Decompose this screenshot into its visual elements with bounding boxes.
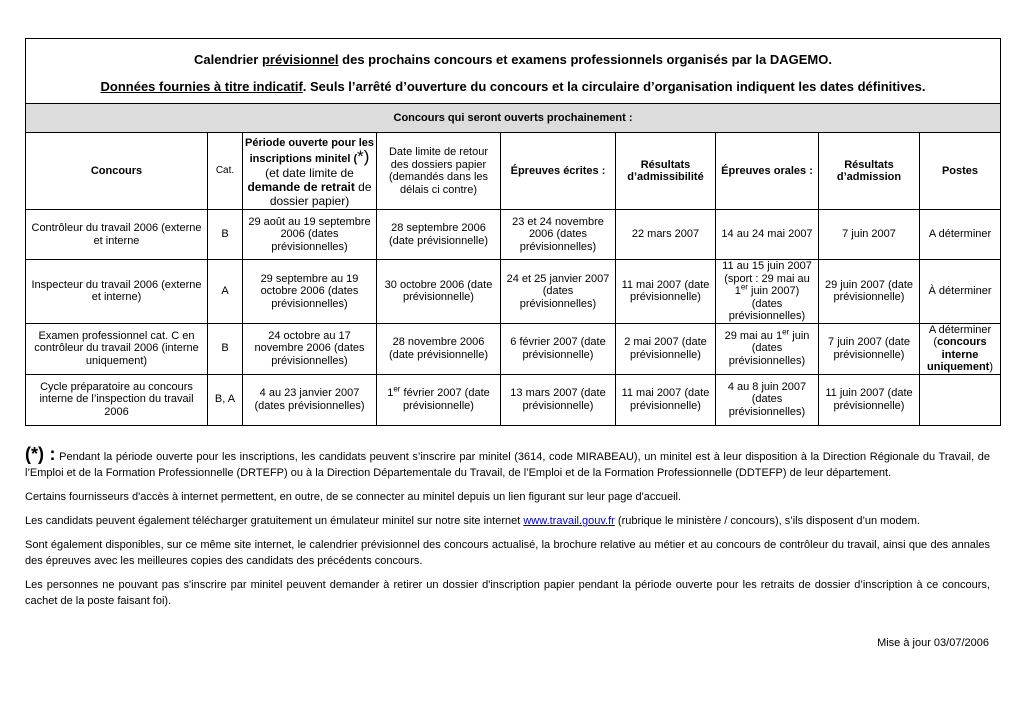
table-row	[26, 260, 1001, 324]
note-paragraph: (*) : Pendant la période ouverte pour les inscriptions, les candidats peuvent s’inscrire par minitel (3614, code MIRABEAU), un minitel est à leur disposition à la Direction Régionale du Travail, de l’Emploi et de la Formation Professionnelle (DRTEFP) ou à la Direction Départementale du Travail, de l’Emploi et de la Formation Professionnelle (DDTEFP) de leur département.	[25, 444, 990, 479]
cell-concours: Cycle préparatoire au concours interne de l’inspection du travail 2006	[26, 374, 208, 425]
cell-cat: B	[208, 323, 243, 374]
cell-cat: B, A	[208, 374, 243, 425]
cell-date-limite: 1er février 2007 (date prévisionnelle)	[377, 374, 501, 425]
col-date-limite: Date limite de retour des dossiers papier (demandés dans les délais ci contre)	[377, 133, 501, 210]
col-ecrites: Épreuves écrites :	[501, 133, 616, 210]
col-resultats-admissibilite: Résultats d’admissibilité	[616, 133, 716, 210]
col-resultats-admission: Résultats d’admission	[819, 133, 920, 210]
cell-ecrites: 13 mars 2007 (date prévisionnelle)	[501, 374, 616, 425]
cell-concours: Examen professionnel cat. C en contrôleur du travail 2006 (interne uniquement)	[26, 323, 208, 374]
table-row	[26, 374, 1001, 425]
cell-resultats-admissibilite: 2 mai 2007 (date prévisionnelle)	[616, 323, 716, 374]
column-header-row	[26, 133, 1001, 210]
notes-section	[25, 446, 990, 617]
table-row	[26, 210, 1001, 260]
header-line-1: Calendrier prévisionnel des prochains concours et examens professionnels organisés par la DAGEMO.	[194, 51, 832, 67]
cell-ecrites: 23 et 24 novembre 2006 (dates prévisionnelles)	[501, 210, 616, 260]
note-star: (*) :	[25, 444, 56, 464]
cell-periode: 24 octobre au 17 novembre 2006 (dates prévisionnelles)	[243, 323, 377, 374]
cell-resultats-admissibilite: 11 mai 2007 (date prévisionnelle)	[616, 260, 716, 324]
cell-orales: 4 au 8 juin 2007 (dates prévisionnelles)	[716, 374, 819, 425]
cell-orales: 14 au 24 mai 2007	[716, 210, 819, 260]
cell-ecrites: 24 et 25 janvier 2007 (dates prévisionnelles)	[501, 260, 616, 324]
col-cat: Cat.	[208, 133, 243, 210]
col-orales: Épreuves orales :	[716, 133, 819, 210]
cell-resultats-admission: 29 juin 2007 (date prévisionnelle)	[819, 260, 920, 324]
update-date: Mise à jour 03/07/2006	[877, 637, 989, 649]
calendar-table	[25, 38, 1001, 426]
cell-postes: A déterminer (concours interne uniquement)	[920, 323, 1001, 374]
col-postes: Postes	[920, 133, 1001, 210]
calendar-sheet	[25, 38, 1000, 426]
cell-periode: 29 août au 19 septembre 2006 (dates prévisionnelles)	[243, 210, 377, 260]
cell-resultats-admission: 11 juin 2007 (date prévisionnelle)	[819, 374, 920, 425]
note-paragraph: Les personnes ne pouvant pas s'inscrire par minitel peuvent demander à retirer un dossier d'inscription papier pendant la période ouverte pour les retraits de dossier d’inscription à ce concours, cachet de la poste faisant foi).	[25, 579, 990, 607]
cell-orales: 29 mai au 1er juin (dates prévisionnelles)	[716, 323, 819, 374]
note-paragraph: Certains fournisseurs d'accès à internet permettent, en outre, de se connecter au minitel depuis un lien figurant sur leur page d'accueil.	[25, 491, 682, 503]
cell-periode: 29 septembre au 19 octobre 2006 (dates prévisionnelles)	[243, 260, 377, 324]
cell-resultats-admission: 7 juin 2007 (date prévisionnelle)	[819, 323, 920, 374]
table-row	[26, 323, 1001, 374]
cell-date-limite: 30 octobre 2006 (date prévisionnelle)	[377, 260, 501, 324]
header-line-2: Données fournies à titre indicatif. Seuls l’arrêté d’ouverture du concours et la circulaire d’organisation indiquent les dates définitives.	[100, 78, 926, 94]
cell-postes	[920, 374, 1001, 425]
cell-ecrites: 6 février 2007 (date prévisionnelle)	[501, 323, 616, 374]
cell-orales: 11 au 15 juin 2007 (sport : 29 mai au 1er juin 2007) (dates prévisionnelles)	[716, 260, 819, 324]
document-header	[26, 39, 1001, 104]
cell-date-limite: 28 novembre 2006 (date prévisionnelle)	[377, 323, 501, 374]
cell-date-limite: 28 septembre 2006 (date prévisionnelle)	[377, 210, 501, 260]
cell-cat: A	[208, 260, 243, 324]
travail-site-link[interactable]: www.travail.gouv.fr	[523, 515, 615, 527]
cell-resultats-admission: 7 juin 2007	[819, 210, 920, 260]
col-concours: Concours	[26, 133, 208, 210]
cell-concours: Inspecteur du travail 2006 (externe et interne)	[26, 260, 208, 324]
cell-postes: A déterminer	[920, 210, 1001, 260]
cell-concours: Contrôleur du travail 2006 (externe et interne	[26, 210, 208, 260]
note-paragraph: Sont également disponibles, sur ce même site internet, le calendrier prévisionnel des concours actualisé, la brochure relative au métier et au concours de contrôleur du travail, ainsi que des annales des épreuves avec les meilleures copies des candidats des précédents concours.	[25, 539, 990, 567]
section-subheader: Concours qui seront ouverts prochainement :	[26, 104, 1001, 133]
cell-postes: À déterminer	[920, 260, 1001, 324]
cell-cat: B	[208, 210, 243, 260]
note-paragraph: Les candidats peuvent également télécharger gratuitement un émulateur minitel sur notre site internet www.travail.gouv.fr (rubrique le ministère / concours), s’ils disposent d’un modem.	[25, 515, 920, 527]
cell-periode: 4 au 23 janvier 2007 (dates prévisionnelles)	[243, 374, 377, 425]
cell-resultats-admissibilite: 22 mars 2007	[616, 210, 716, 260]
cell-resultats-admissibilite: 11 mai 2007 (date prévisionnelle)	[616, 374, 716, 425]
col-periode: Période ouverte pour les inscriptions minitel (*) (et date limite de demande de retrait de dossier papier)	[243, 133, 377, 210]
